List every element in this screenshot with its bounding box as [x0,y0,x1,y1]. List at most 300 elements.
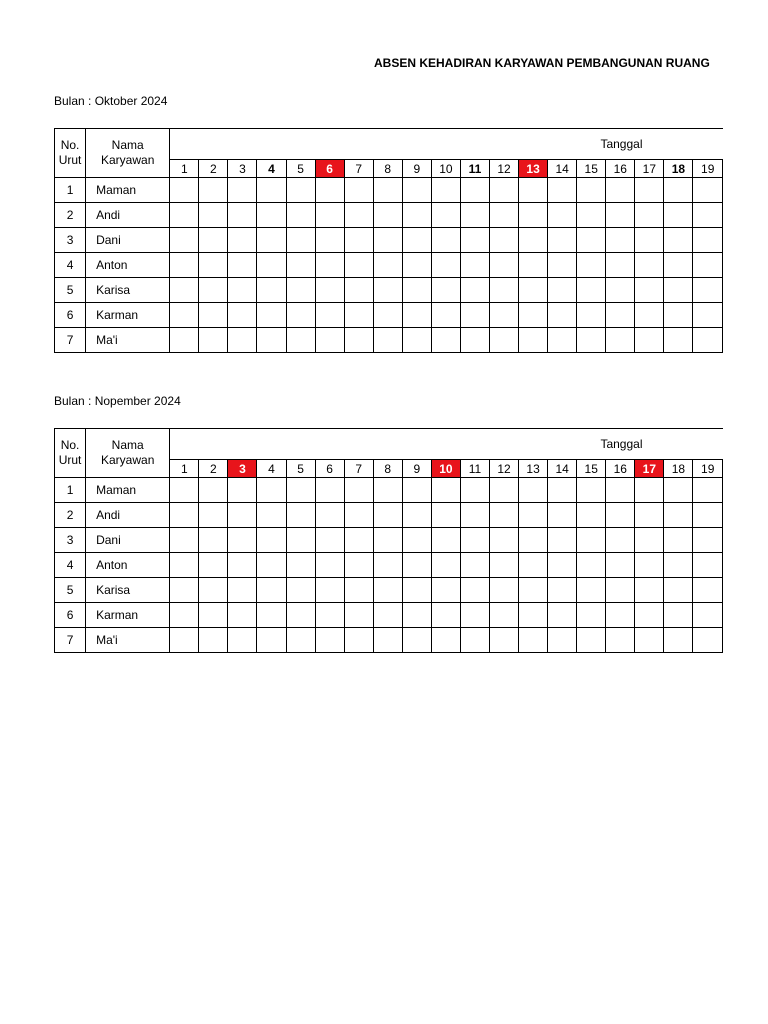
attendance-cell[interactable] [402,303,431,328]
attendance-cell[interactable] [257,578,286,603]
attendance-cell[interactable] [664,628,693,653]
attendance-cell[interactable] [606,553,635,578]
nama-label: Nama [111,138,144,152]
attendance-cell[interactable] [577,278,606,303]
attendance-cell[interactable] [577,253,606,278]
attendance-cell[interactable] [315,253,344,278]
row-number: 4 [55,253,86,278]
attendance-cell[interactable] [170,328,199,353]
attendance-cell[interactable] [606,578,635,603]
attendance-cell[interactable] [519,603,548,628]
day-number-cell: 12 [489,460,518,478]
attendance-cell[interactable] [286,178,315,203]
attendance-cell[interactable] [199,278,228,303]
attendance-cell[interactable] [402,178,431,203]
attendance-cell[interactable] [257,328,286,353]
attendance-cell[interactable] [257,303,286,328]
attendance-cell[interactable] [286,303,315,328]
attendance-cell[interactable] [373,178,402,203]
attendance-cell[interactable] [199,253,228,278]
attendance-cell[interactable] [548,178,577,203]
attendance-cell[interactable] [286,203,315,228]
day-number-cell: 13 [519,160,548,178]
attendance-cell[interactable] [199,203,228,228]
attendance-cell[interactable] [460,503,489,528]
attendance-cell[interactable] [664,603,693,628]
attendance-cell[interactable] [489,328,518,353]
header-row [55,429,723,460]
day-number-cell: 7 [344,460,373,478]
attendance-cell[interactable] [199,503,228,528]
attendance-cell[interactable] [693,303,723,328]
attendance-cell[interactable] [577,553,606,578]
row-number: 2 [55,203,86,228]
attendance-cell[interactable] [373,303,402,328]
attendance-cell[interactable] [431,278,460,303]
attendance-cell[interactable] [635,328,664,353]
attendance-cell[interactable] [577,528,606,553]
attendance-cell[interactable] [577,478,606,503]
attendance-cell[interactable] [489,178,518,203]
attendance-cell[interactable] [489,478,518,503]
attendance-cell[interactable] [693,503,723,528]
employee-name: Anton [86,553,170,578]
attendance-cell[interactable] [344,553,373,578]
row-number: 4 [55,553,86,578]
attendance-cell[interactable] [635,503,664,528]
attendance-cell[interactable] [635,603,664,628]
attendance-cell[interactable] [315,528,344,553]
attendance-cell[interactable] [344,578,373,603]
attendance-cell[interactable] [489,278,518,303]
attendance-cell[interactable] [199,528,228,553]
attendance-cell[interactable] [344,528,373,553]
table-row [55,553,723,578]
attendance-cell[interactable] [373,478,402,503]
attendance-cell[interactable] [402,528,431,553]
attendance-cell[interactable] [373,253,402,278]
attendance-cell[interactable] [693,528,723,553]
attendance-cell[interactable] [199,478,228,503]
attendance-cell[interactable] [664,503,693,528]
row-number: 6 [55,603,86,628]
attendance-cell[interactable] [228,178,257,203]
attendance-cell[interactable] [664,228,693,253]
attendance-cell[interactable] [606,478,635,503]
attendance-cell[interactable] [635,478,664,503]
attendance-cell[interactable] [431,478,460,503]
attendance-cell[interactable] [606,528,635,553]
attendance-cell[interactable] [199,603,228,628]
attendance-cell[interactable] [170,503,199,528]
attendance-cell[interactable] [373,503,402,528]
attendance-cell[interactable] [257,603,286,628]
attendance-cell[interactable] [257,553,286,578]
day-number-cell: 8 [373,460,402,478]
table-row [55,278,723,303]
attendance-cell[interactable] [693,203,723,228]
attendance-cell[interactable] [199,178,228,203]
attendance-cell[interactable] [519,628,548,653]
day-number-cell: 2 [199,460,228,478]
attendance-cell[interactable] [257,203,286,228]
attendance-cell[interactable] [402,628,431,653]
attendance-cell[interactable] [402,503,431,528]
attendance-cell[interactable] [664,303,693,328]
attendance-cell[interactable] [199,228,228,253]
attendance-cell[interactable] [489,503,518,528]
attendance-cell[interactable] [170,253,199,278]
attendance-cell[interactable] [519,578,548,603]
attendance-cell[interactable] [635,628,664,653]
attendance-cell[interactable] [373,578,402,603]
attendance-cell[interactable] [431,603,460,628]
attendance-cell[interactable] [199,553,228,578]
day-number-cell: 16 [606,460,635,478]
attendance-cell[interactable] [489,203,518,228]
attendance-cell[interactable] [489,303,518,328]
attendance-cell[interactable] [286,553,315,578]
attendance-cell[interactable] [257,528,286,553]
attendance-cell[interactable] [431,228,460,253]
table-row [55,253,723,278]
day-number-cell: 14 [548,160,577,178]
attendance-cell[interactable] [577,328,606,353]
attendance-cell[interactable] [373,328,402,353]
table-row [55,228,723,253]
attendance-cell[interactable] [693,578,723,603]
attendance-cell[interactable] [402,203,431,228]
attendance-cell[interactable] [664,178,693,203]
attendance-cell[interactable] [373,553,402,578]
attendance-cell[interactable] [344,603,373,628]
attendance-cell[interactable] [170,178,199,203]
attendance-cell[interactable] [635,528,664,553]
attendance-cell[interactable] [257,253,286,278]
attendance-cell[interactable] [431,578,460,603]
attendance-cell[interactable] [606,503,635,528]
attendance-cell[interactable] [228,528,257,553]
attendance-cell[interactable] [548,553,577,578]
attendance-cell[interactable] [315,478,344,503]
attendance-cell[interactable] [170,278,199,303]
attendance-cell[interactable] [315,178,344,203]
attendance-cell[interactable] [228,628,257,653]
attendance-cell[interactable] [286,328,315,353]
attendance-cell[interactable] [606,278,635,303]
attendance-cell[interactable] [548,578,577,603]
table-row [55,578,723,603]
attendance-cell[interactable] [373,528,402,553]
attendance-cell[interactable] [489,628,518,653]
attendance-cell[interactable] [635,578,664,603]
attendance-cell[interactable] [315,303,344,328]
attendance-cell[interactable] [460,478,489,503]
attendance-cell[interactable] [460,328,489,353]
attendance-cell[interactable] [402,328,431,353]
attendance-cell[interactable] [577,578,606,603]
attendance-cell[interactable] [170,578,199,603]
attendance-cell[interactable] [460,253,489,278]
attendance-cell[interactable] [460,303,489,328]
table-row [55,603,723,628]
attendance-cell[interactable] [286,278,315,303]
attendance-cell[interactable] [170,528,199,553]
attendance-cell[interactable] [286,503,315,528]
attendance-cell[interactable] [402,278,431,303]
table-row [55,178,723,203]
attendance-cell[interactable] [489,578,518,603]
attendance-cell[interactable] [170,303,199,328]
attendance-cell[interactable] [577,178,606,203]
attendance-cell[interactable] [664,203,693,228]
attendance-cell[interactable] [257,178,286,203]
attendance-cell[interactable] [635,303,664,328]
attendance-cell[interactable] [402,253,431,278]
attendance-cell[interactable] [635,178,664,203]
attendance-cell[interactable] [693,603,723,628]
attendance-cell[interactable] [431,178,460,203]
attendance-cell[interactable] [664,478,693,503]
attendance-cell[interactable] [460,628,489,653]
attendance-cell[interactable] [548,603,577,628]
attendance-cell[interactable] [664,328,693,353]
attendance-cell[interactable] [431,528,460,553]
attendance-cell[interactable] [460,203,489,228]
attendance-cell[interactable] [635,278,664,303]
attendance-cell[interactable] [548,478,577,503]
attendance-cell[interactable] [548,503,577,528]
attendance-cell[interactable] [519,478,548,503]
day-number-cell: 9 [402,460,431,478]
attendance-cell[interactable] [257,228,286,253]
employee-name: Karisa [86,578,170,603]
attendance-cell[interactable] [460,553,489,578]
attendance-cell[interactable] [315,228,344,253]
nama-label: Nama [111,438,144,452]
attendance-cell[interactable] [431,553,460,578]
attendance-cell[interactable] [519,228,548,253]
attendance-cell[interactable] [344,303,373,328]
attendance-cell[interactable] [257,628,286,653]
attendance-cell[interactable] [344,503,373,528]
attendance-cell[interactable] [228,203,257,228]
attendance-cell[interactable] [286,478,315,503]
attendance-cell[interactable] [693,553,723,578]
attendance-cell[interactable] [315,278,344,303]
attendance-cell[interactable] [635,553,664,578]
attendance-cell[interactable] [199,628,228,653]
attendance-cell[interactable] [548,328,577,353]
attendance-cell[interactable] [577,228,606,253]
attendance-cell[interactable] [199,328,228,353]
attendance-cell[interactable] [635,228,664,253]
attendance-cell[interactable] [344,203,373,228]
attendance-cell[interactable] [315,503,344,528]
attendance-cell[interactable] [693,253,723,278]
attendance-cell[interactable] [199,303,228,328]
attendance-cell[interactable] [228,228,257,253]
attendance-cell[interactable] [286,228,315,253]
attendance-cell[interactable] [519,303,548,328]
attendance-cell[interactable] [431,328,460,353]
attendance-cell[interactable] [519,278,548,303]
attendance-cell[interactable] [664,578,693,603]
attendance-cell[interactable] [257,478,286,503]
attendance-cell[interactable] [431,203,460,228]
attendance-cell[interactable] [170,228,199,253]
attendance-cell[interactable] [170,478,199,503]
attendance-cell[interactable] [228,503,257,528]
attendance-cell[interactable] [460,578,489,603]
attendance-cell[interactable] [257,278,286,303]
attendance-cell[interactable] [606,603,635,628]
attendance-cell[interactable] [315,628,344,653]
attendance-cell[interactable] [315,578,344,603]
attendance-cell[interactable] [199,578,228,603]
table-row [55,203,723,228]
employee-name: Maman [86,178,170,203]
attendance-cell[interactable] [170,553,199,578]
attendance-cell[interactable] [548,628,577,653]
attendance-cell[interactable] [577,603,606,628]
attendance-cell[interactable] [606,228,635,253]
attendance-cell[interactable] [228,603,257,628]
attendance-cell[interactable] [606,253,635,278]
attendance-cell[interactable] [548,228,577,253]
attendance-cell[interactable] [606,203,635,228]
attendance-cell[interactable] [693,628,723,653]
attendance-cell[interactable] [228,578,257,603]
attendance-cell[interactable] [286,253,315,278]
attendance-cell[interactable] [460,528,489,553]
attendance-cell[interactable] [460,178,489,203]
attendance-cell[interactable] [315,603,344,628]
attendance-cell[interactable] [402,478,431,503]
attendance-cell[interactable] [460,228,489,253]
attendance-cell[interactable] [577,503,606,528]
attendance-cell[interactable] [344,628,373,653]
attendance-cell[interactable] [693,178,723,203]
row-number: 3 [55,528,86,553]
attendance-cell[interactable] [460,603,489,628]
attendance-cell[interactable] [431,303,460,328]
attendance-cell[interactable] [664,278,693,303]
attendance-cell[interactable] [606,628,635,653]
attendance-cell[interactable] [489,603,518,628]
attendance-cell[interactable] [548,203,577,228]
attendance-cell[interactable] [693,478,723,503]
attendance-cell[interactable] [373,203,402,228]
attendance-cell[interactable] [344,228,373,253]
attendance-table-nopember [54,428,723,653]
attendance-cell[interactable] [344,478,373,503]
attendance-cell[interactable] [315,328,344,353]
attendance-cell[interactable] [577,628,606,653]
attendance-cell[interactable] [635,203,664,228]
attendance-cell[interactable] [548,303,577,328]
attendance-cell[interactable] [489,553,518,578]
attendance-cell[interactable] [402,603,431,628]
attendance-cell[interactable] [170,603,199,628]
attendance-cell[interactable] [489,228,518,253]
attendance-cell[interactable] [344,328,373,353]
attendance-cell[interactable] [635,253,664,278]
attendance-cell[interactable] [286,528,315,553]
attendance-cell[interactable] [286,628,315,653]
attendance-cell[interactable] [170,628,199,653]
attendance-cell[interactable] [519,553,548,578]
attendance-cell[interactable] [519,178,548,203]
attendance-cell[interactable] [228,553,257,578]
attendance-cell[interactable] [286,578,315,603]
attendance-cell[interactable] [431,253,460,278]
attendance-cell[interactable] [519,328,548,353]
attendance-cell[interactable] [548,278,577,303]
attendance-cell[interactable] [577,203,606,228]
attendance-cell[interactable] [315,553,344,578]
attendance-cell[interactable] [519,203,548,228]
attendance-cell[interactable] [519,528,548,553]
attendance-cell[interactable] [344,253,373,278]
attendance-cell[interactable] [344,178,373,203]
attendance-cell[interactable] [344,278,373,303]
attendance-cell[interactable] [315,203,344,228]
attendance-cell[interactable] [257,503,286,528]
attendance-cell[interactable] [606,303,635,328]
attendance-cell[interactable] [489,253,518,278]
attendance-cell[interactable] [693,278,723,303]
attendance-cell[interactable] [402,578,431,603]
attendance-cell[interactable] [373,628,402,653]
attendance-cell[interactable] [489,528,518,553]
attendance-cell[interactable] [519,503,548,528]
attendance-cell[interactable] [519,253,548,278]
attendance-cell[interactable] [664,253,693,278]
attendance-cell[interactable] [606,178,635,203]
attendance-cell[interactable] [228,328,257,353]
attendance-cell[interactable] [577,303,606,328]
day-number-cell: 7 [344,160,373,178]
day-number-cell: 4 [257,160,286,178]
attendance-cell[interactable] [373,278,402,303]
attendance-cell[interactable] [228,478,257,503]
attendance-cell[interactable] [402,228,431,253]
attendance-cell[interactable] [431,628,460,653]
attendance-cell[interactable] [664,553,693,578]
attendance-cell[interactable] [693,328,723,353]
attendance-cell[interactable] [460,278,489,303]
day-number-cell: 18 [664,460,693,478]
attendance-cell[interactable] [664,528,693,553]
attendance-cell[interactable] [693,228,723,253]
attendance-cell[interactable] [228,253,257,278]
day-number-cell: 12 [489,160,518,178]
attendance-cell[interactable] [373,228,402,253]
attendance-cell[interactable] [431,503,460,528]
attendance-cell[interactable] [170,203,199,228]
attendance-cell[interactable] [606,328,635,353]
nama-karyawan-header [86,429,170,478]
attendance-cell[interactable] [548,528,577,553]
attendance-cell[interactable] [402,553,431,578]
day-number-cell: 8 [373,160,402,178]
attendance-cell[interactable] [228,278,257,303]
attendance-cell[interactable] [286,603,315,628]
attendance-cell[interactable] [548,253,577,278]
attendance-cell[interactable] [373,603,402,628]
attendance-cell[interactable] [228,303,257,328]
